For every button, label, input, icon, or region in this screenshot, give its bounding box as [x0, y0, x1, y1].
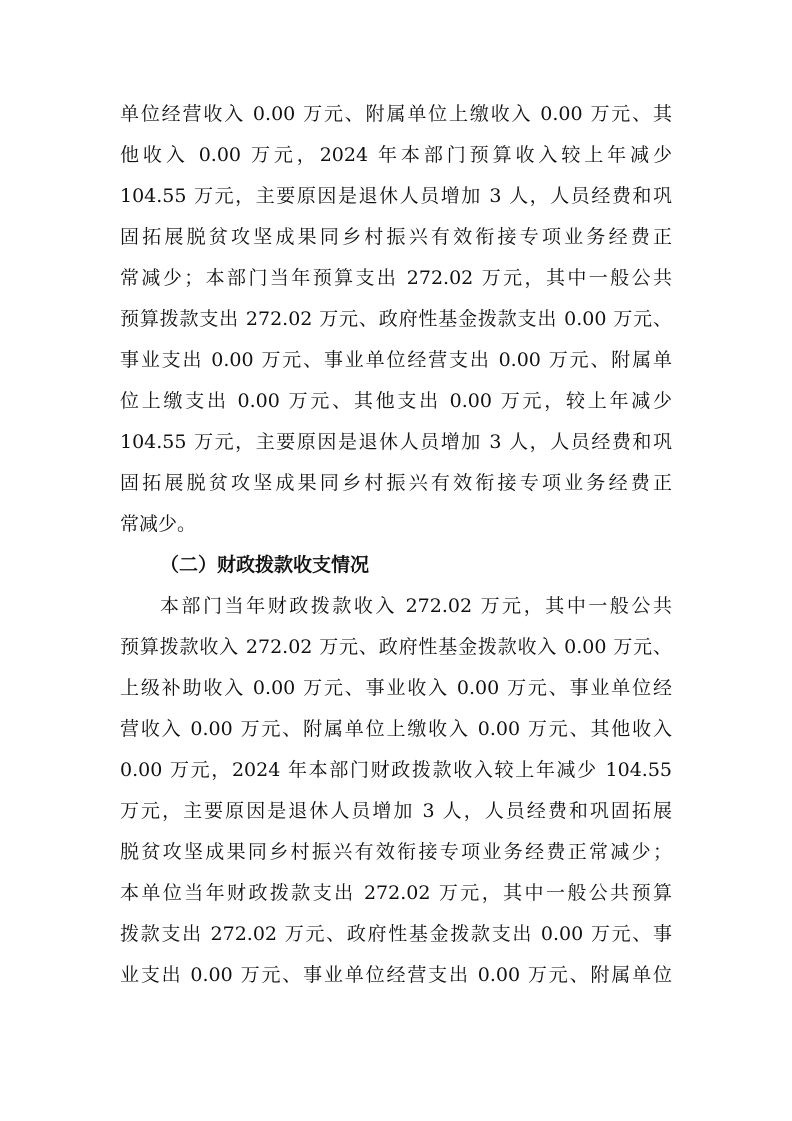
text-line: 事业支出 0.00 万元、事业单位经营支出 0.00 万元、附属单 [120, 349, 672, 371]
text-line: 单位经营收入 0.00 万元、附属单位上缴收入 0.00 万元、其 [120, 103, 672, 125]
text-line: 预算拨款收入 272.02 万元、政府性基金拨款收入 0.00 万元、 [120, 636, 672, 658]
text-line: 位上缴支出 0.00 万元、其他支出 0.00 万元，较上年减少 [120, 390, 672, 412]
text-line: 他收入 0.00 万元，2024 年本部门预算收入较上年减少 [120, 144, 672, 166]
text-line: 本单位当年财政拨款支出 272.02 万元，其中一般公共预算 [120, 882, 672, 904]
text-line: 固拓展脱贫攻坚成果同乡村振兴有效衔接专项业务经费正 [120, 226, 672, 248]
text-line: 常减少。 [120, 513, 197, 535]
text-line: 脱贫攻坚成果同乡村振兴有效衔接专项业务经费正常减少； [120, 841, 672, 863]
text-line: 常减少；本部门当年预算支出 272.02 万元，其中一般公共 [120, 267, 672, 289]
text-line: 万元，主要原因是退休人员增加 3 人，人员经费和巩固拓展 [120, 800, 672, 822]
text-line: 预算拨款支出 272.02 万元、政府性基金拨款支出 0.00 万元、 [120, 308, 672, 330]
body-text [120, 94, 672, 996]
text-line: 104.55 万元，主要原因是退休人员增加 3 人，人员经费和巩 [120, 431, 672, 453]
text-line: 营收入 0.00 万元、附属单位上缴收入 0.00 万元、其他收入 [120, 718, 672, 740]
text-line: 本部门当年财政拨款收入 272.02 万元，其中一般公共 [160, 595, 672, 617]
text-line: 拨款支出 272.02 万元、政府性基金拨款支出 0.00 万元、事 [120, 923, 672, 945]
section-heading: （二）财政拨款收支情况 [160, 554, 370, 576]
text-line: 0.00 万元，2024 年本部门财政拨款收入较上年减少 104.55 [120, 759, 672, 781]
text-line: 上级补助收入 0.00 万元、事业收入 0.00 万元、事业单位经 [120, 677, 672, 699]
text-line: 业支出 0.00 万元、事业单位经营支出 0.00 万元、附属单位 [120, 964, 672, 986]
text-line: 104.55 万元，主要原因是退休人员增加 3 人，人员经费和巩 [120, 185, 672, 207]
text-line: 固拓展脱贫攻坚成果同乡村振兴有效衔接专项业务经费正 [120, 472, 672, 494]
